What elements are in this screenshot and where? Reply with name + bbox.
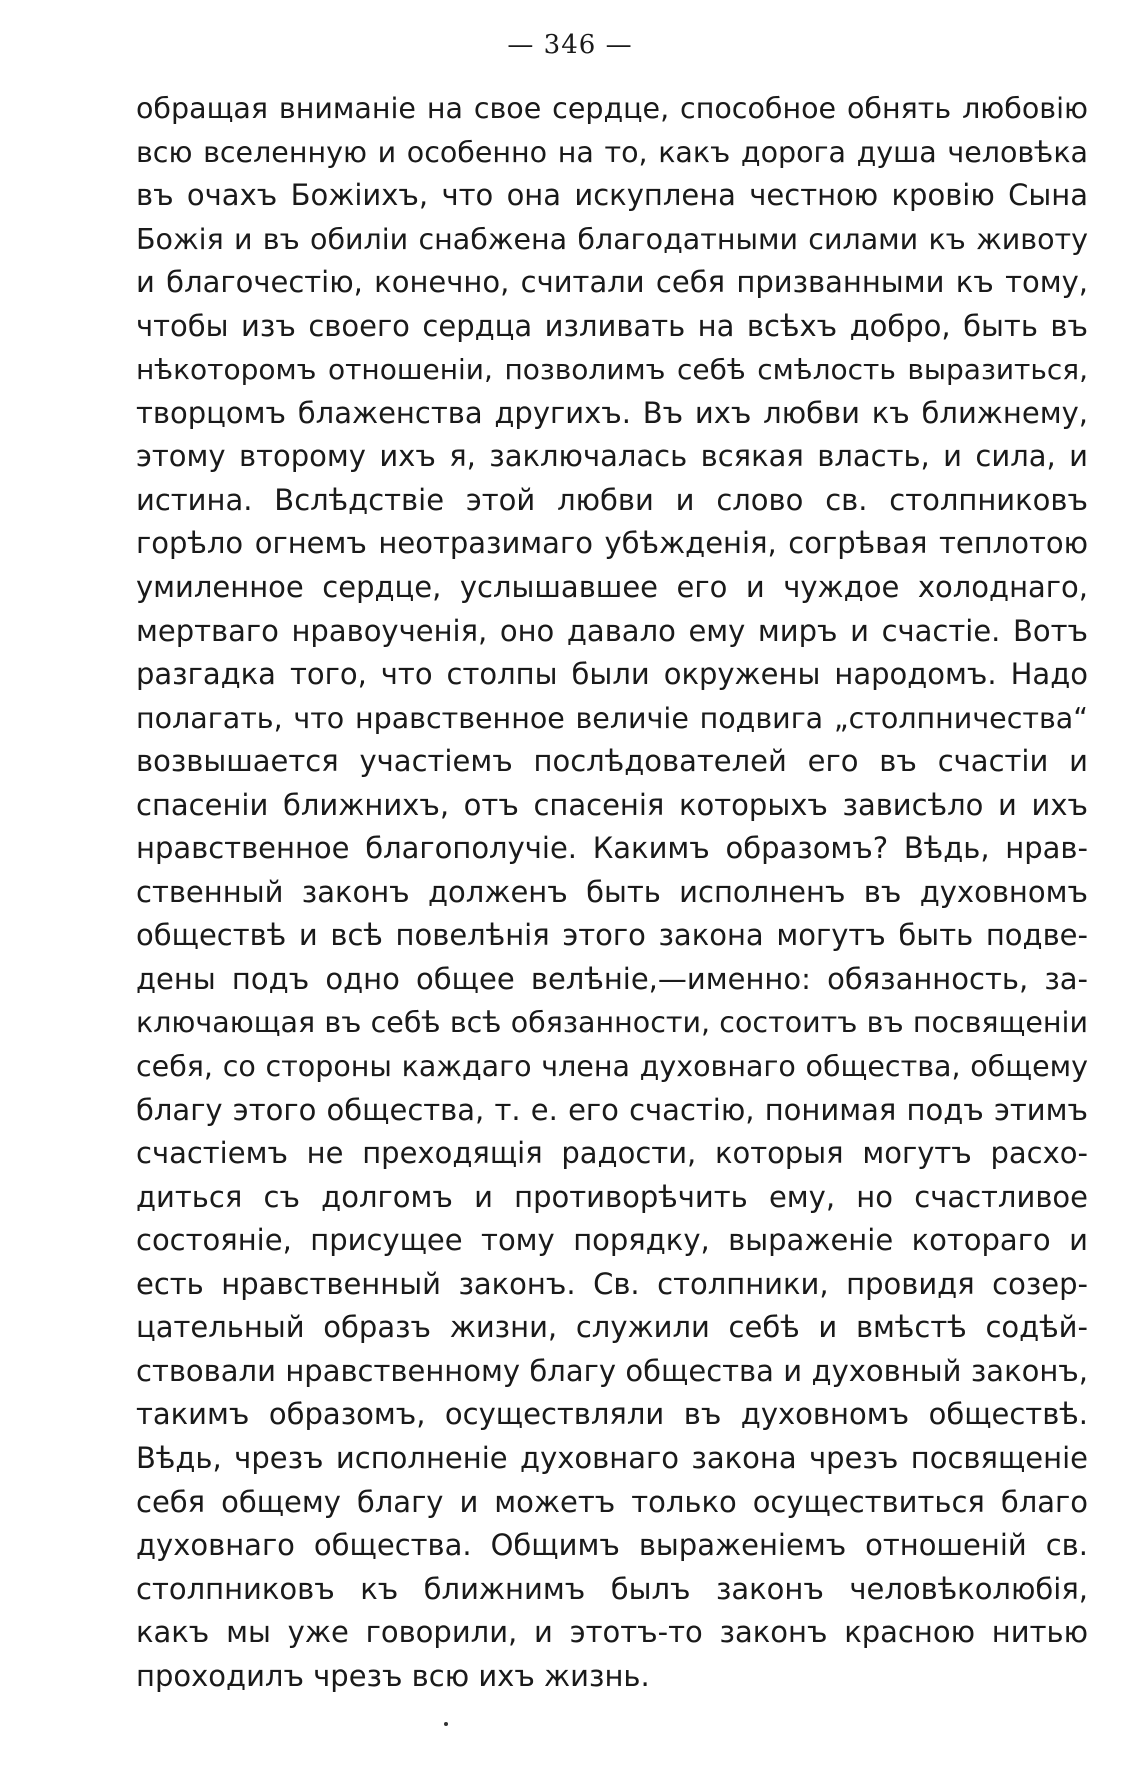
- text-line: диться съ долгомъ и противорѣчить ему, но счастливое: [136, 1179, 1088, 1214]
- text-line: полагать, что нравственное величіе подвига „столпничества“: [136, 701, 1088, 735]
- text-line: въ очахъ Божіихъ, что она искуплена честною кровію Сына: [136, 178, 1088, 213]
- text-line: Божія и въ обиліи снабжена благодатными силами къ животу: [136, 222, 1088, 256]
- text-line: какъ мы уже говорили, и этотъ-то законъ красною нитью: [136, 1615, 1088, 1650]
- text-line: Вѣдь, чрезъ исполненіе духовнаго закона чрезъ посвященіе: [136, 1440, 1088, 1475]
- text-line: есть нравственный законъ. Св. столпники, провидя созер-: [136, 1266, 1088, 1301]
- text-line: ственный законъ долженъ быть исполненъ въ духовномъ: [136, 874, 1088, 909]
- text-line: себя общему благу и можетъ только осуществиться благо: [136, 1484, 1088, 1519]
- text-line: состояніе, присущее тому порядку, выраженіе котораго и: [136, 1223, 1088, 1258]
- text-line: ключающая въ себѣ всѣ обязанности, состоитъ въ посвященіи: [136, 1006, 1088, 1040]
- text-line: мертваго нравоученія, оно давало ему миръ и счастіе. Вотъ: [136, 613, 1088, 648]
- text-line: обществѣ и всѣ повелѣнія этого закона могутъ быть подве-: [136, 918, 1088, 953]
- text-line: умиленное сердце, услышавшее его и чуждое холоднаго,: [136, 570, 1088, 605]
- text-line: счастіемъ не преходящія радости, которыя могутъ расхо-: [136, 1136, 1088, 1171]
- text-line: и благочестію, конечно, считали себя призванными къ тому,: [136, 265, 1088, 300]
- text-line: духовнаго общества. Общимъ выраженіемъ отношеній св.: [136, 1528, 1088, 1563]
- text-line: этому второму ихъ я, заключалась всякая власть, и сила, и: [136, 439, 1088, 474]
- text-line: проходилъ чрезъ всю ихъ жизнь.: [136, 1658, 650, 1693]
- text-line: творцомъ блаженства другихъ. Въ ихъ любви къ ближнему,: [136, 395, 1088, 430]
- text-line: себя, со стороны каждаго члена духовнаго общества, общему: [136, 1050, 1088, 1084]
- text-line: горѣло огнемъ неотразимаго убѣжденія, согрѣвая теплотою: [136, 526, 1088, 561]
- text-line: нѣкоторомъ отношеніи, позволимъ себѣ смѣлость выразиться,: [136, 353, 1088, 387]
- ink-speck: [444, 1722, 448, 1726]
- text-line: чтобы изъ своего сердца изливать на всѣхъ добро, быть въ: [136, 308, 1088, 343]
- body-text: [136, 87, 1088, 1698]
- text-line: такимъ образомъ, осуществляли въ духовномъ обществѣ.: [136, 1397, 1088, 1432]
- text-line: цательный образъ жизни, служили себѣ и вмѣстѣ содѣй-: [136, 1310, 1088, 1345]
- text-line: всю вселенную и особенно на то, какъ дорога душа человѣка: [136, 135, 1088, 169]
- text-line: спасеніи ближнихъ, отъ спасенія которыхъ зависѣло и ихъ: [136, 787, 1088, 822]
- text-line: обращая вниманіе на свое сердце, способное обнять любовію: [136, 92, 1088, 125]
- text-line: нравственное благополучіе. Какимъ образомъ? Вѣдь, нрав-: [136, 831, 1088, 866]
- text-line: возвышается участіемъ послѣдователей его въ счастіи и: [136, 744, 1088, 779]
- page-number: — 346 —: [507, 30, 633, 60]
- text-line: ствовали нравственному благу общества и духовный законъ,: [136, 1353, 1088, 1388]
- text-line: столпниковъ къ ближнимъ былъ законъ человѣколюбія,: [136, 1571, 1088, 1606]
- text-line: благу этого общества, т. е. его счастію, понимая подъ этимъ: [136, 1092, 1088, 1127]
- text-line: разгадка того, что столпы были окружены народомъ. Надо: [136, 657, 1088, 692]
- text-line: истина. Вслѣдствіе этой любви и слово св. столпниковъ: [136, 482, 1088, 517]
- text-line: дены подъ одно общее велѣніе,—именно: обязанность, за-: [136, 961, 1088, 996]
